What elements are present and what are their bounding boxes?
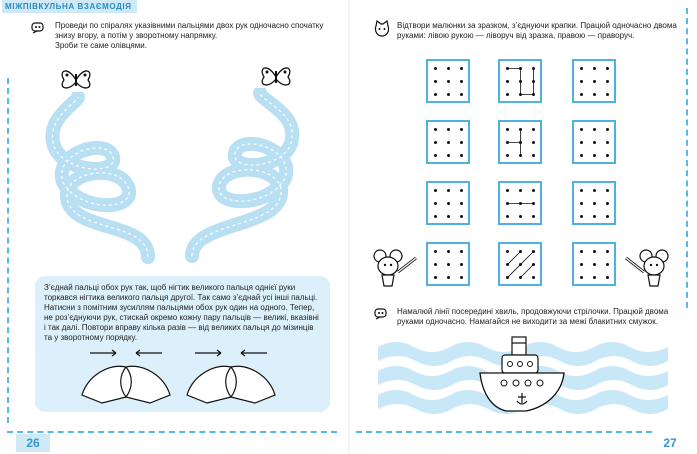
dot-grid-right (572, 59, 616, 103)
bottom-border-left (7, 431, 337, 433)
pattern-sample (498, 242, 542, 286)
page-spine (348, 0, 350, 454)
dot-grid-left (426, 242, 470, 286)
cat-face-icon (373, 20, 391, 38)
hands-illustration-icon (185, 345, 277, 407)
pattern-sample (498, 181, 542, 225)
dot-grid-left (426, 181, 470, 225)
right-spiral-path (180, 88, 310, 270)
exercise2-instruction: З’єднай пальці обох рук так, щоб нігтик великого пальця однієї руки торкався нігтика великого пальця другої. Так само з’єднай усі інші пальці. Натисни з помітним зусиллям пальцями обох рук один на одного. Тепер, не роз’єднуючи рук, стискай окремо кожну пару пальців — великі, вказівні і так далі. Повтори вправу кілька разів — від великих пальця до мізинців та у зворотному порядку. (44, 283, 319, 342)
dot-grid-right (572, 120, 616, 164)
butterfly-icon (58, 66, 94, 94)
section-label: МІЖПІВКУЛЬНА ВЗАЄМОДІЯ (2, 0, 137, 13)
pencil-cartoon-icon (30, 20, 46, 36)
pencil-cartoon-icon (373, 306, 389, 322)
dot-grid-left (426, 120, 470, 164)
pattern-sample (498, 59, 542, 103)
page-number-left: 26 (16, 434, 50, 452)
page-number-right: 27 (663, 436, 677, 450)
mouse-with-pencil-icon (624, 248, 670, 288)
dot-grid-right (572, 181, 616, 225)
hands-illustration-icon (80, 345, 172, 407)
mouse-with-pencil-icon (372, 248, 418, 288)
right-border-dash (686, 8, 688, 308)
left-spiral-path (38, 92, 168, 272)
right-exercise1-instruction: Відтвори малюнки за зразком, з’єднуючи крапки. Працюй одночасно двома руками: лівою рукою — ліворуч від зразка, правою — праворуч. (397, 21, 677, 40)
dot-grid-left (426, 59, 470, 103)
butterfly-icon (258, 63, 294, 91)
left-border-dash (7, 78, 9, 423)
right-exercise2-instruction: Намалюй лінії посередині хвиль, продовжуючи стрілочки. Працюй двома руками одночасно. Намагайся не виходити за межі блакитних смужок. (397, 307, 669, 326)
bottom-border-right (356, 431, 652, 433)
ship-icon (476, 333, 568, 421)
pattern-sample (498, 120, 542, 164)
dot-grid-right (572, 242, 616, 286)
exercise1-instruction2: Зроби те саме олівцями. (55, 41, 147, 50)
exercise1-instruction: Проведи по спіралях указівними пальцями двох рук одночасно спочатку знизу вгору, а потім у зворотному напрямку. (55, 21, 324, 40)
